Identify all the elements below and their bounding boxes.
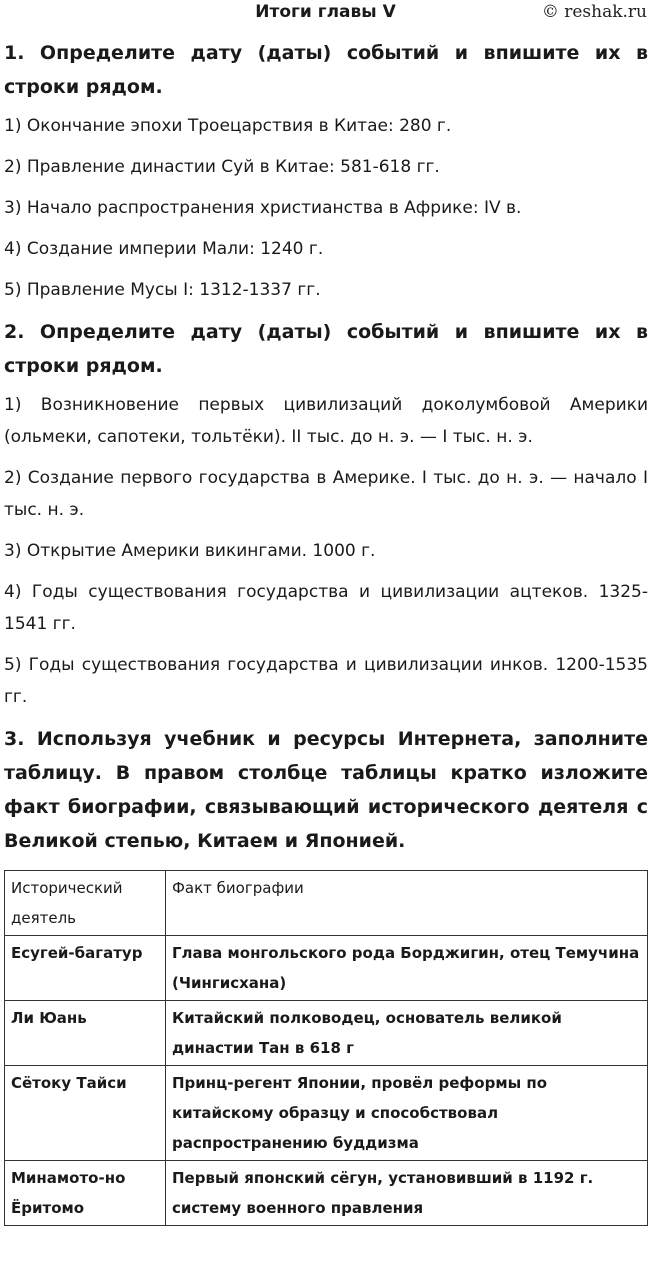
answer-1-4: 4) Создание империи Мали: 1240 г. [4, 239, 324, 259]
table-cell-figure: Ли Юань [5, 1001, 166, 1066]
answer-2-1: 1) Возникновение первых цивилизаций доколумбовой Америки (ольмеки, сапотеки, тольтёки). II тыс. до н. э. — I тыс. н. э. [4, 395, 648, 447]
table-cell-fact: Первый японский сёгун, установивший в 1192 г. систему военного правления [166, 1161, 648, 1226]
question-2: 2. Определите дату (даты) событий и впишите их в строки рядом. [4, 321, 648, 377]
table-cell-figure: Минамото-но Ёритомо [5, 1161, 166, 1226]
answer-2-2: 2) Создание первого государства в Америке. I тыс. до н. э. — начало I тыс. н. э. [4, 468, 648, 520]
table-cell-figure: Сётоку Тайси [5, 1066, 166, 1161]
table-cell-fact: Принц-регент Японии, провёл реформы по китайскому образцу и способствовал распространению буддизма [166, 1066, 648, 1161]
answer-2-4: 4) Годы существования государства и цивилизации ацтеков. 1325-1541 гг. [4, 582, 648, 634]
table-row [5, 936, 648, 1001]
table-row [5, 1161, 648, 1226]
table-header-fact: Факт биографии [166, 871, 648, 936]
answer-1-5: 5) Правление Мусы I: 1312-1337 гг. [4, 280, 321, 300]
table-cell-figure: Есугей-багатур [5, 936, 166, 1001]
answer-1-2: 2) Правление династии Суй в Китае: 581-618 гг. [4, 157, 440, 177]
table-cell-fact: Китайский полководец, основатель великой династии Тан в 618 г [166, 1001, 648, 1066]
table-row [5, 1001, 648, 1066]
biography-table [4, 870, 648, 1226]
page-title: Итоги главы V [255, 2, 396, 22]
table-header-figure: Исторический деятель [5, 871, 166, 936]
site-watermark: © reshak.ru [541, 2, 647, 22]
answer-2-3: 3) Открытие Америки викингами. 1000 г. [4, 541, 376, 561]
table-row [5, 1066, 648, 1161]
table-header-row [5, 871, 648, 936]
answer-1-3: 3) Начало распространения христианства в Африке: IV в. [4, 198, 522, 218]
question-1: 1. Определите дату (даты) событий и впишите их в строки рядом. [4, 42, 648, 98]
content [4, 36, 648, 1226]
answer-1-1: 1) Окончание эпохи Троецарствия в Китае: 280 г. [4, 116, 452, 136]
question-3: 3. Используя учебник и ресурсы Интернета, заполните таблицу. В правом столбце таблицы кратко изложите факт биографии, связывающий исторического деятеля с Великой степью, Китаем и Японией. [4, 728, 648, 852]
table-cell-fact: Глава монгольского рода Борджигин, отец Темучина (Чингисхана) [166, 936, 648, 1001]
answer-2-5: 5) Годы существования государства и цивилизации инков. 1200-1535 гг. [4, 655, 648, 707]
